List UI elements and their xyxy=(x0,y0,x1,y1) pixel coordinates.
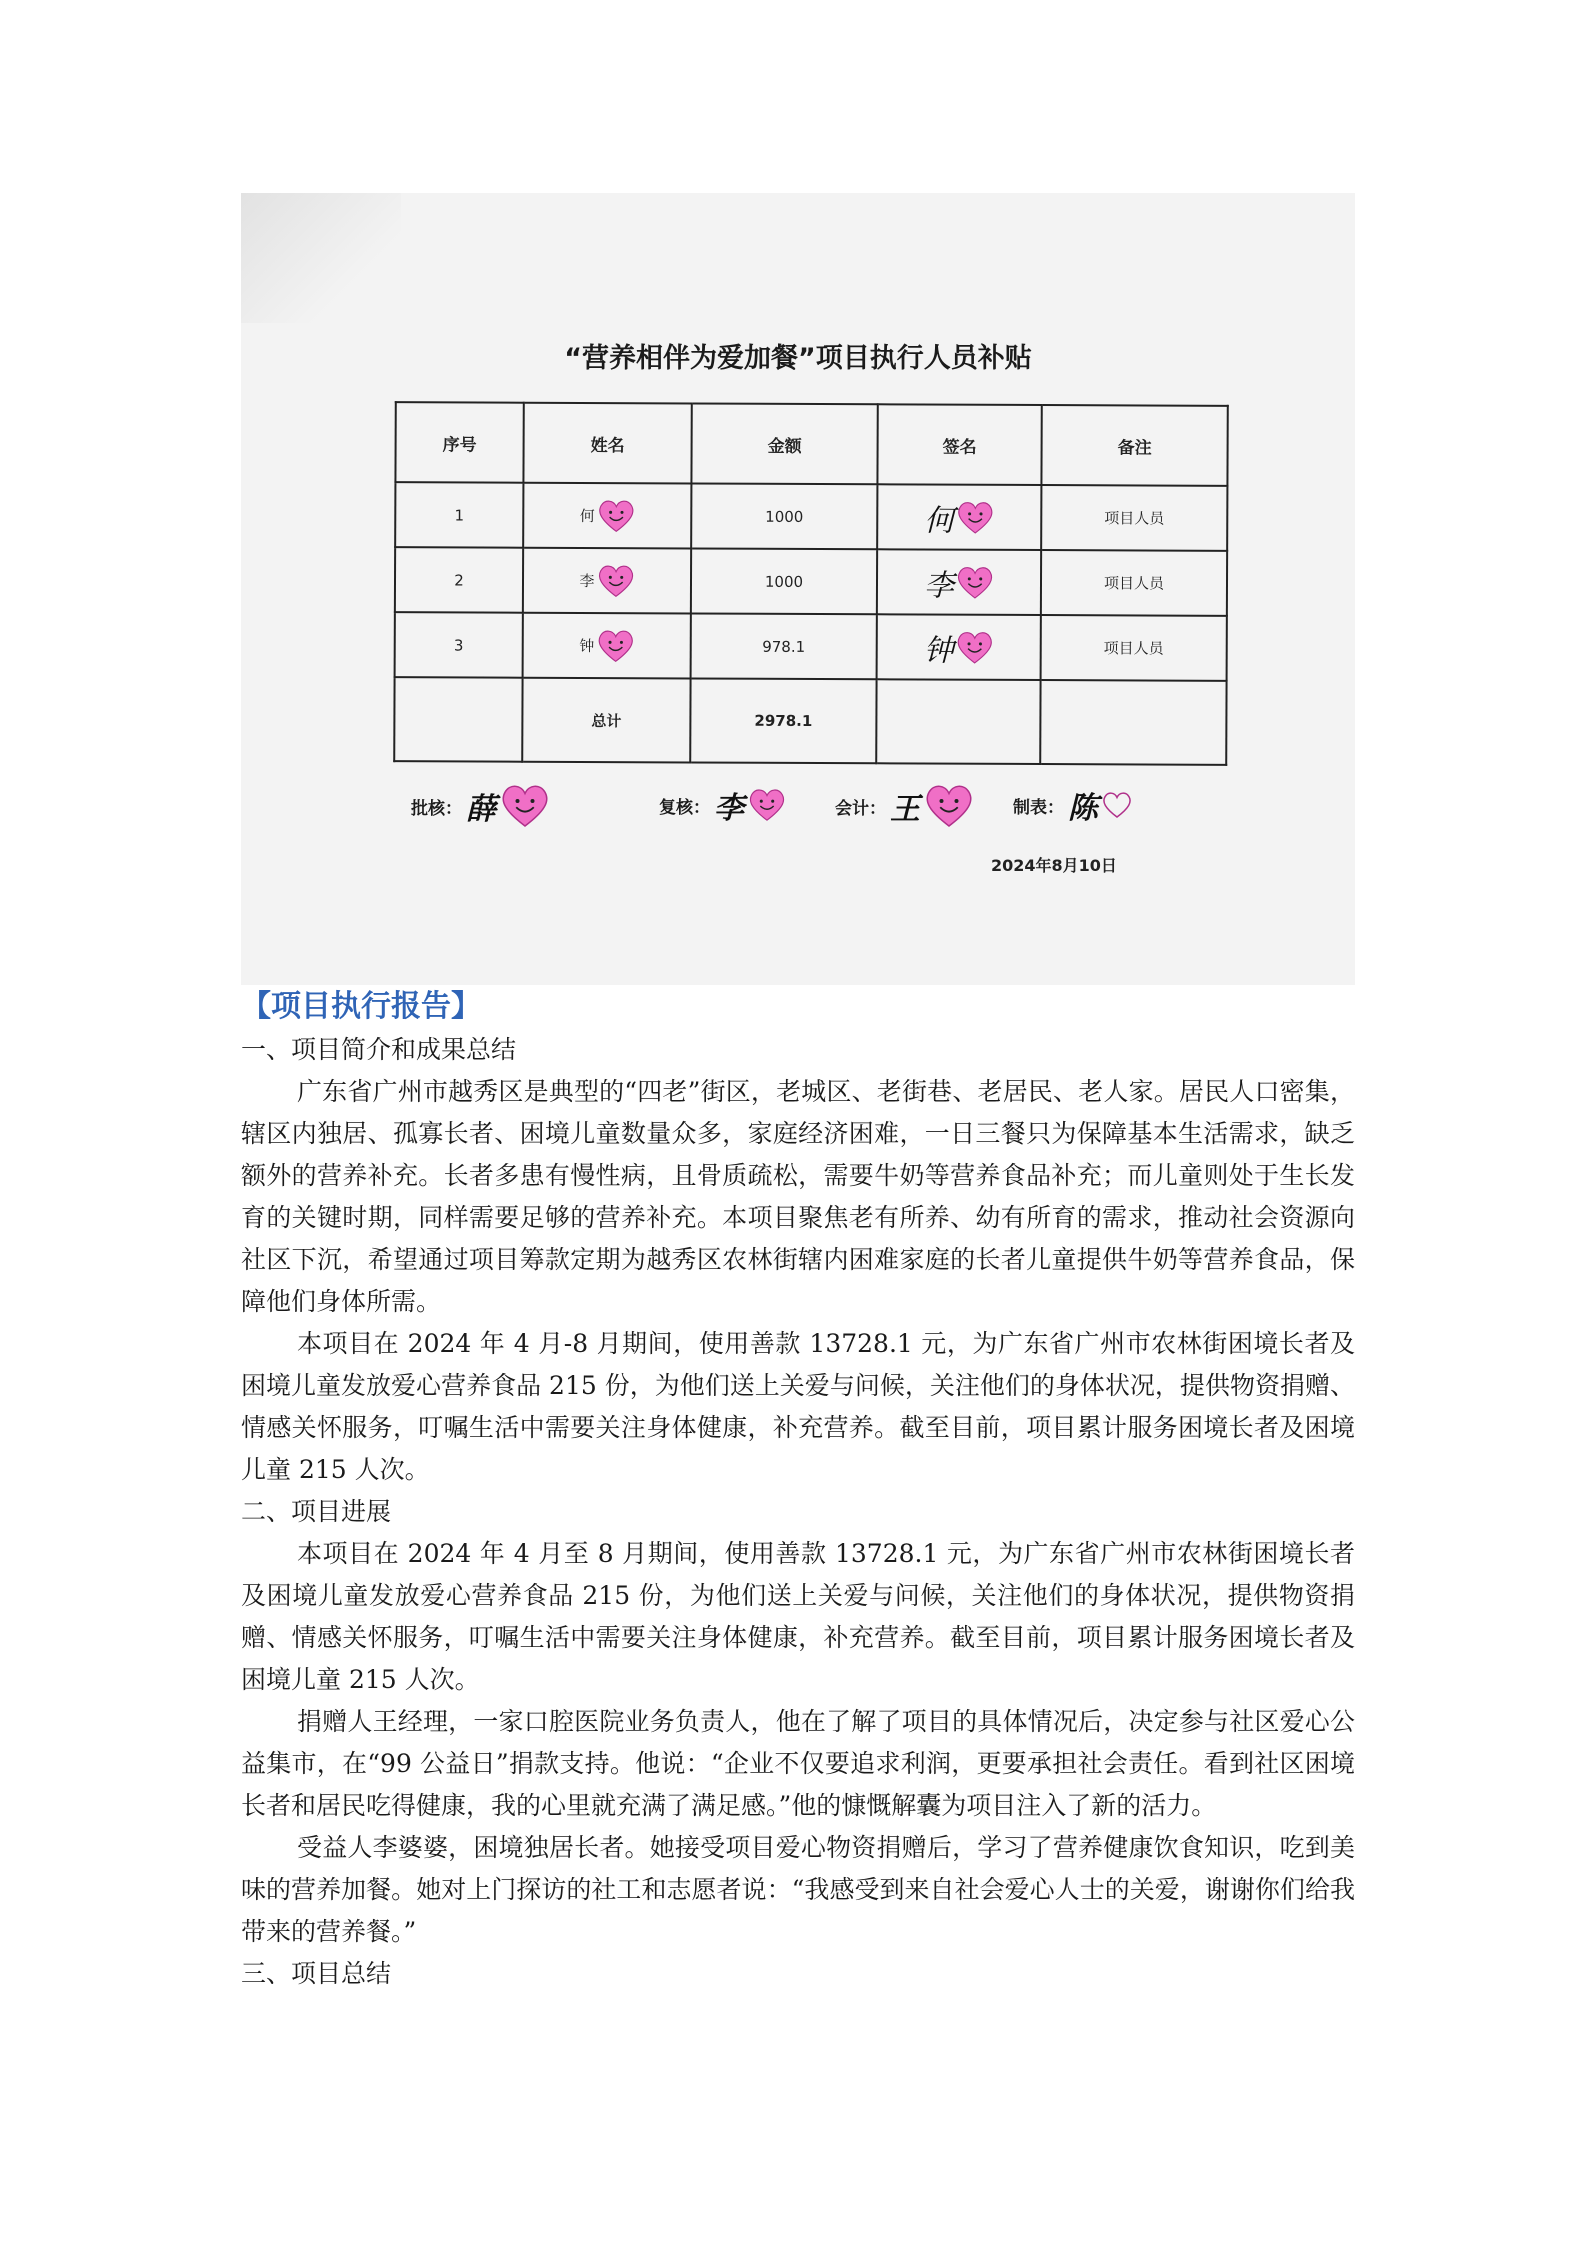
preparer-signature: 陈 xyxy=(1068,791,1098,826)
total-empty-cell xyxy=(394,677,522,762)
section-1-paragraph-2: 本项目在 2024 年 4 月-8 月期间，使用善款 13728.1 元，为广东省广州市农林街困境长者及困境儿童发放爱心营养食品 215 份，为他们送上关爱与问候，关注他们的身体状况，提供物资捐赠、情感关怀服务，叮嘱生活中需要关注身体健康，补充营养。截至目前，项目累计服务困境长者及困境儿童 215 人次。 xyxy=(241,1329,1355,1484)
heart-redaction-icon xyxy=(597,498,635,534)
header-note: 备注 xyxy=(1041,405,1227,486)
row-name xyxy=(523,548,691,614)
signature-scribble: 钟 xyxy=(923,632,954,669)
heart-redaction-icon xyxy=(956,564,994,600)
row-name xyxy=(523,483,691,549)
approve-signature: 薛 xyxy=(466,792,496,827)
approval-signatures xyxy=(411,783,1311,843)
row-amount: 978.1 xyxy=(691,613,877,679)
accountant-signature: 王 xyxy=(890,792,920,827)
heart-redaction-icon xyxy=(1102,791,1132,819)
section-2-paragraph-2: 捐赠人王经理，一家口腔医院业务负责人，他在了解了项目的具体情况后，决定参与社区爱心公益集市，在“99 公益日”捐款支持。他说：“企业不仅要追求利润，更要承担社会责任。看到社区困境长者和居民吃得健康，我的心里就充满了满足感。”他的慷慨解囊为项目注入了新的活力。 xyxy=(241,1707,1355,1820)
row-note: 项目人员 xyxy=(1041,485,1227,551)
row-signature xyxy=(877,484,1041,550)
heart-redaction-icon xyxy=(956,499,994,535)
name-text: 李 xyxy=(579,571,595,591)
preparer-block xyxy=(1013,783,1132,827)
row-no: 1 xyxy=(395,482,523,548)
table-row xyxy=(395,482,1227,551)
approve-block xyxy=(411,783,550,829)
table-header-row xyxy=(395,402,1227,486)
row-note: 项目人员 xyxy=(1041,550,1227,616)
paper-shadow xyxy=(241,193,401,323)
row-name xyxy=(523,613,691,679)
total-label: 总计 xyxy=(522,678,690,763)
heart-redaction-icon xyxy=(748,787,786,823)
row-no: 2 xyxy=(395,547,523,613)
section-1-paragraph-1: 广东省广州市越秀区是典型的“四老”街区，老城区、老街巷、老居民、老人家。居民人口密集，辖区内独居、孤寡长者、困境儿童数量众多，家庭经济困难，一日三餐只为保障基本生活需求，缺乏额外的营养补充。长者多患有慢性病，且骨质疏松，需要牛奶等营养食品补充；而儿童则处于生长发育的关键时期，同样需要足够的营养补充。本项目聚焦老有所养、幼有所育的需求，推动社会资源向社区下沉，希望通过项目筹款定期为越秀区农林街辖内困难家庭的长者儿童提供牛奶等营养食品，保障他们身体所需。 xyxy=(241,1077,1355,1316)
row-no: 3 xyxy=(395,612,523,678)
section-2-paragraph-1: 本项目在 2024 年 4 月至 8 月期间，使用善款 13728.1 元，为广东省广州市农林街困境长者及困境儿童发放爱心营养食品 215 份，为他们送上关爱与问候，关注他们的身体状况，提供物资捐赠、情感关怀服务，叮嘱生活中需要关注身体健康，补充营养。截至目前，项目累计服务困境长者及困境儿童 215 人次。 xyxy=(241,1539,1355,1694)
total-empty-cell xyxy=(1040,680,1226,765)
row-signature xyxy=(877,614,1041,680)
preparer-label: 制表： xyxy=(1013,797,1064,818)
section-1-title: 一、项目简介和成果总结 xyxy=(241,1035,517,1064)
heart-redaction-icon xyxy=(596,563,634,599)
accountant-label: 会计： xyxy=(835,798,886,819)
heart-redaction-icon xyxy=(956,629,994,665)
total-value: 2978.1 xyxy=(690,678,876,763)
table-total-row xyxy=(394,677,1226,765)
name-text: 何 xyxy=(579,506,595,526)
accountant-block xyxy=(835,783,974,829)
review-label: 复核： xyxy=(659,797,710,818)
row-amount: 1000 xyxy=(691,483,877,549)
row-note: 项目人员 xyxy=(1041,615,1227,681)
heart-redaction-icon xyxy=(500,783,550,829)
project-report xyxy=(241,985,1355,1995)
signature-scribble: 何 xyxy=(924,502,955,539)
row-amount: 1000 xyxy=(691,548,877,614)
section-2-title: 二、项目进展 xyxy=(241,1497,392,1526)
table-row xyxy=(395,612,1227,681)
name-text: 钟 xyxy=(579,636,595,656)
review-block xyxy=(659,783,786,827)
total-empty-cell xyxy=(876,679,1040,764)
signature-scribble: 李 xyxy=(923,567,955,604)
heart-redaction-icon xyxy=(924,783,974,829)
header-no: 序号 xyxy=(395,402,523,483)
form-title: “营养相伴为爱加餐”项目执行人员补贴 xyxy=(564,343,1032,374)
section-3-title: 三、项目总结 xyxy=(241,1959,392,1988)
header-signature: 签名 xyxy=(877,404,1041,485)
section-2-paragraph-3: 受益人李婆婆，困境独居长者。她接受项目爱心物资捐赠后，学习了营养健康饮食知识，吃到美味的营养加餐。她对上门探访的社工和志愿者说：“我感受到来自社会爱心人士的关爱，谢谢你们给我带来的营养餐。” xyxy=(241,1833,1355,1946)
subsidy-table xyxy=(393,401,1229,766)
form-date: 2024年8月10日 xyxy=(991,856,1117,875)
header-name: 姓名 xyxy=(523,403,691,484)
review-signature: 李 xyxy=(714,791,744,826)
report-heading: 【项目执行报告】 xyxy=(241,989,481,1024)
header-amount: 金额 xyxy=(691,403,877,484)
approve-label: 批核： xyxy=(411,798,462,819)
heart-redaction-icon xyxy=(596,628,634,664)
subsidy-form-photo xyxy=(241,193,1355,985)
table-row xyxy=(395,547,1227,616)
row-signature xyxy=(877,549,1041,615)
